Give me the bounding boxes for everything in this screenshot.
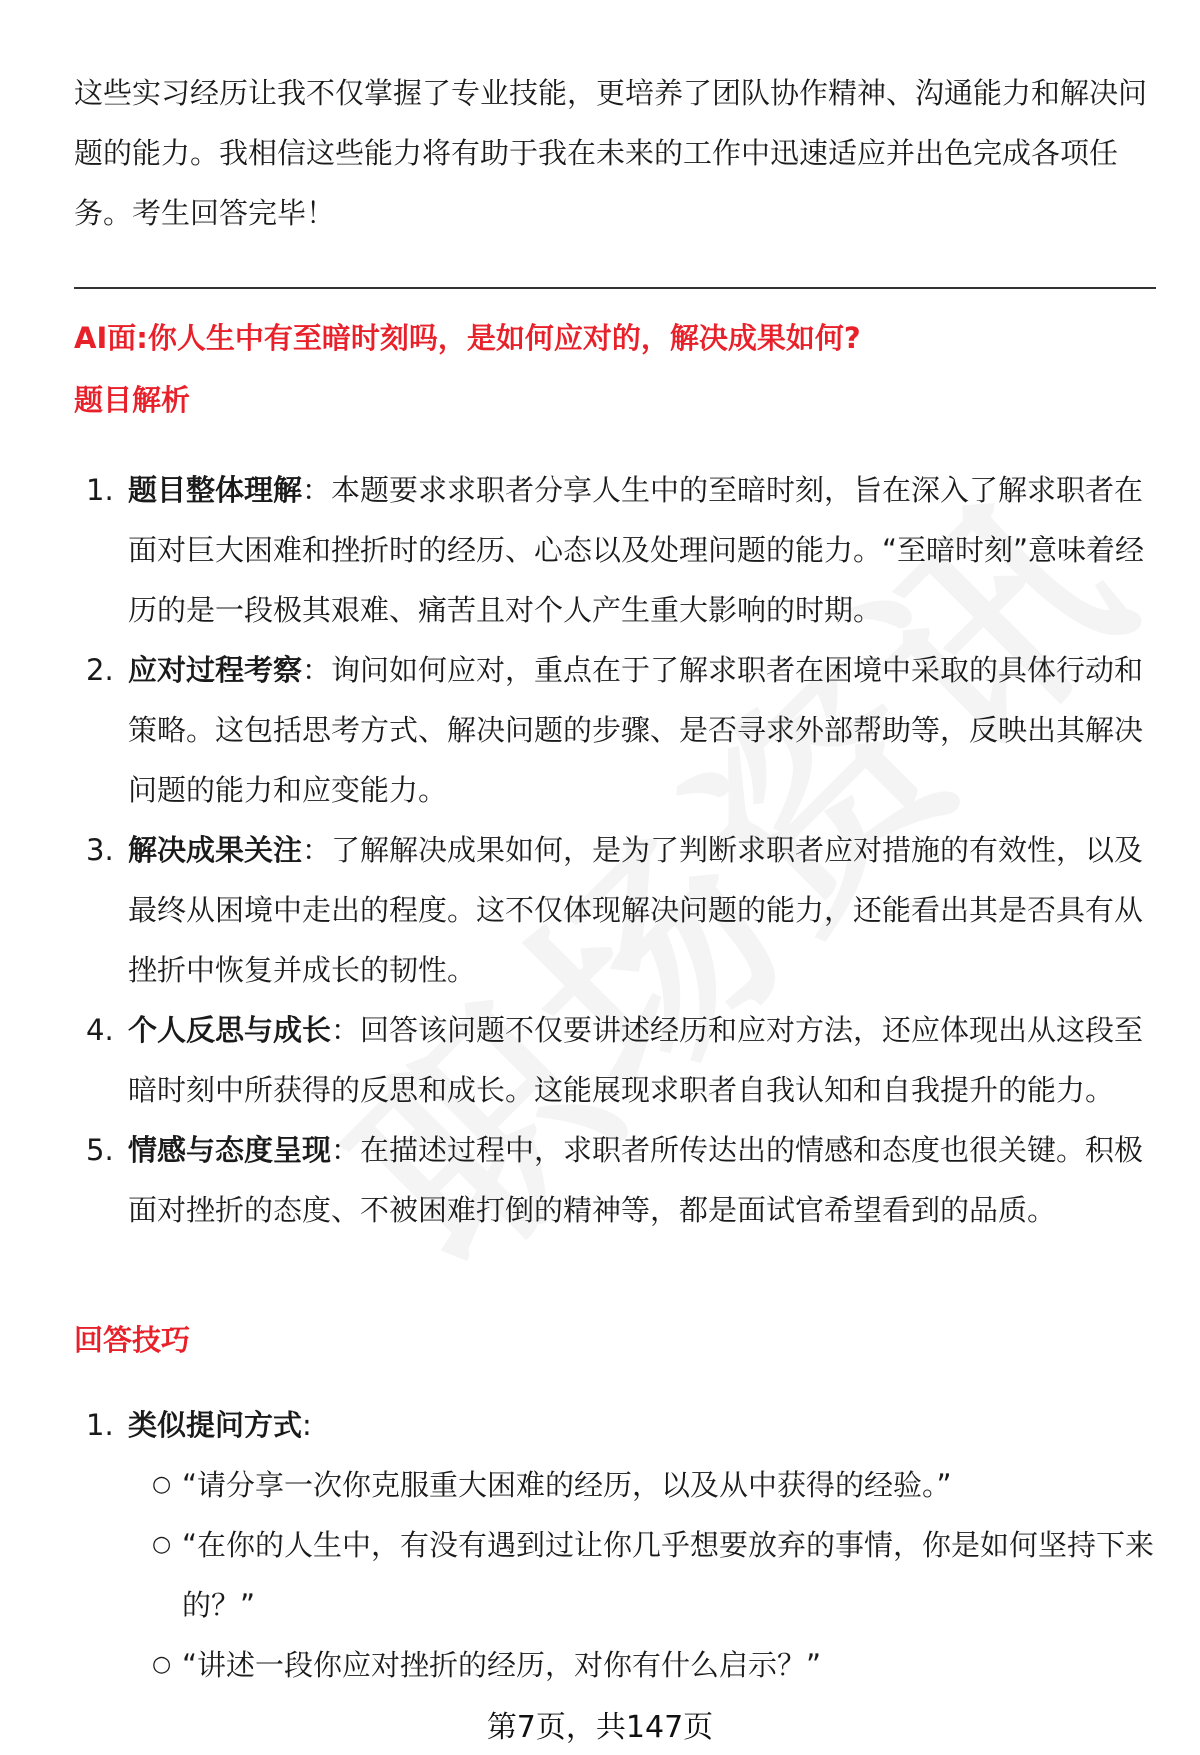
list-number: 1. [86,1408,114,1442]
section-title-analysis: 题目解析 [74,383,191,417]
circle-bullet-icon: ○ [152,1652,172,1677]
list-text: ：本题要求求职者分享人生中的至暗时刻，旨在深入了解求职者在面对巨大困难和挫折时的经历、心态以及处理问题的能力。“至暗时刻”意味着经历的是一段极其艰难、痛苦且对个人产生重大影响的时期。 [128,473,1145,627]
list-number: 1. [86,473,114,507]
analysis-list [74,460,1156,1240]
list-term: 应对过程考察 [128,653,303,687]
divider [74,287,1156,289]
list-item [74,460,1156,640]
list-text: ：了解解决成果如何，是为了判断求职者应对措施的有效性，以及最终从困境中走出的程度。这不仅体现解决问题的能力，还能看出其是否具有从挫折中恢复并成长的韧性。 [128,833,1144,987]
example-question-text: “请分享一次你克服重大困难的经历，以及从中获得的经验。” [182,1468,952,1502]
list-number: 5. [86,1133,114,1167]
sub-list-item [74,1515,1156,1635]
list-term: 类似提问方式 [128,1408,303,1442]
list-term: 情感与态度呈现 [128,1133,332,1167]
list-colon: : [302,1408,312,1442]
list-item [74,1395,1156,1455]
intro-paragraph: 这些实习经历让我不仅掌握了专业技能，更培养了团队协作精神、沟通能力和解决问题的能力。我相信这些能力将有助于我在未来的工作中迅速适应并出色完成各项任务。考生回答完毕！ [74,76,1148,230]
circle-bullet-icon: ○ [152,1532,172,1557]
section-title-tips: 回答技巧 [74,1323,191,1357]
list-term: 题目整体理解 [128,473,303,507]
page-number-footer: 第7页，共147页 [486,1710,714,1745]
question-heading: AI面:你人生中有至暗时刻吗，是如何应对的，解决成果如何? [74,321,861,355]
list-text: ：在描述过程中，求职者所传达出的情感和态度也很关键。积极面对挫折的态度、不被困难打倒的精神等，都是面试官希望看到的品质。 [128,1133,1144,1227]
example-question-text: “在你的人生中，有没有遇到过让你几乎想要放弃的事情，你是如何坚持下来的？” [182,1528,1155,1622]
list-text: ：回答该问题不仅要讲述经历和应对方法，还应体现出从这段至暗时刻中所获得的反思和成长。这能展现求职者自我认知和自我提升的能力。 [128,1013,1144,1107]
example-questions-list [74,1455,1156,1695]
list-number: 2. [86,653,114,687]
list-number: 4. [86,1013,114,1047]
list-item [74,820,1156,1000]
sub-list-item [74,1455,1156,1515]
circle-bullet-icon: ○ [152,1472,172,1497]
list-item [74,640,1156,820]
example-question-text: “讲述一段你应对挫折的经历，对你有什么启示？” [182,1648,822,1682]
tips-list [74,1395,1156,1695]
list-item [74,1000,1156,1120]
list-number: 3. [86,833,114,867]
list-item [74,1120,1156,1240]
list-term: 解决成果关注 [128,833,303,867]
list-text: ：询问如何应对，重点在于了解求职者在困境中采取的具体行动和策略。这包括思考方式、解决问题的步骤、是否寻求外部帮助等，反映出其解决问题的能力和应变能力。 [128,653,1144,807]
sub-list-item [74,1635,1156,1695]
list-term: 个人反思与成长 [128,1013,332,1047]
